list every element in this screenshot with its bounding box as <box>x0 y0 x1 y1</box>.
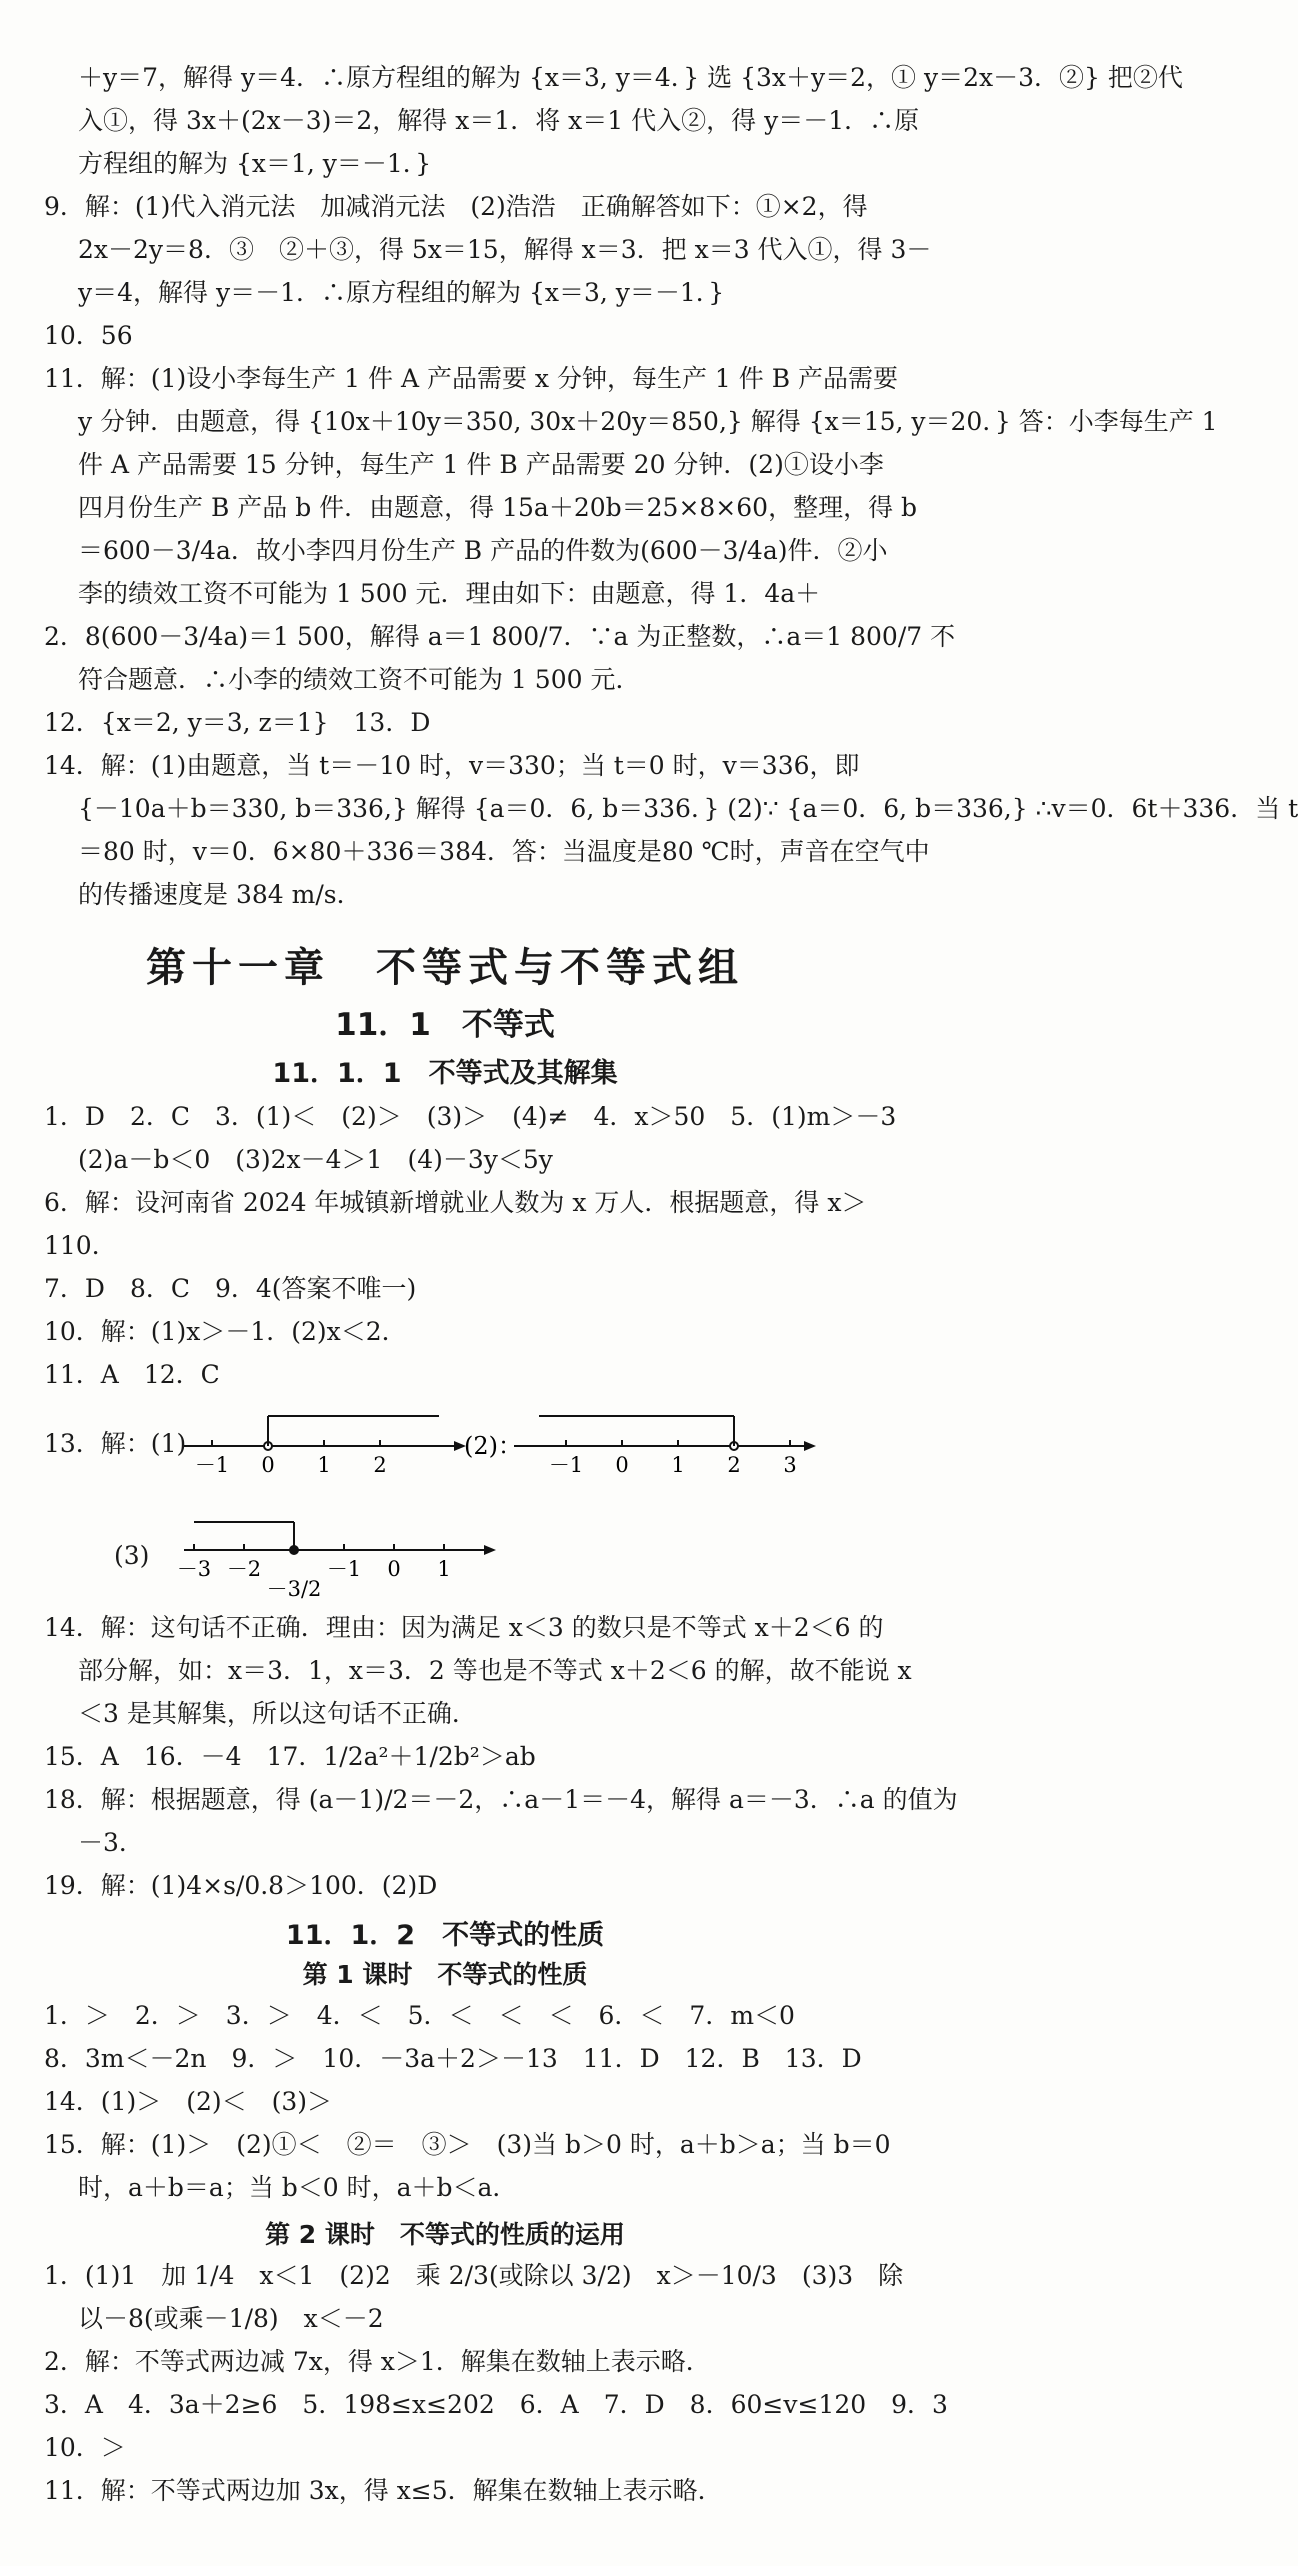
answers-11-1-1 <box>44 1095 897 1396</box>
tick-label: －1 <box>548 1453 584 1478</box>
answer-line: ＝80 时，v＝0．6×80＋336＝384．答：当温度是80 ℃时，声音在空气中 <box>78 837 930 866</box>
answer-line: 方程组的解为 {x＝1, y＝－1．} <box>78 149 432 178</box>
tick-label: 1 <box>437 1557 451 1582</box>
answer-line: 10．＞ <box>44 2432 126 2462</box>
tick-label: －2 <box>226 1557 262 1582</box>
section-11-1-heading: 11．1 不等式 <box>335 1007 555 1043</box>
lesson-1-heading: 第 1 课时 不等式的性质 <box>302 1959 588 1989</box>
answer-line: 入①，得 3x＋(2x－3)＝2，解得 x＝1．将 x＝1 代入②，得 y＝－1．∴原 <box>78 106 920 135</box>
answers-chapter-10-tail <box>44 56 1298 916</box>
answer-line: 14．解：(1)由题意，当 t＝－10 时，v＝330；当 t＝0 时，v＝336，即 <box>44 751 860 780</box>
number-line-row-1 <box>44 1408 846 1478</box>
answer-line: ＝600－3/4a．故小李四月份生产 B 产品的件数为(600－3/4a)件．②小 <box>78 536 888 565</box>
tick-label: 2 <box>373 1453 387 1478</box>
answers-11-1-1-cont <box>44 1606 958 1907</box>
answer-line: 部分解，如：x＝3．1，x＝3．2 等也是不等式 x＋2＜6 的解，故不能说 x <box>78 1656 912 1686</box>
number-line-row-2 <box>44 1520 846 1602</box>
answer-line: 6．解：设河南省 2024 年城镇新增就业人数为 x 万人．根据题意，得 x＞ <box>44 1188 867 1218</box>
answer-line: 3．A 4．3a＋2≥6 5．198≤x≤202 6．A 7．D 8．60≤v≤120 9．3 <box>44 2389 948 2419</box>
answer-line: 李的绩效工资不可能为 1 500 元．理由如下：由题意，得 1．4a＋ <box>78 579 821 608</box>
axis-2-arrow <box>804 1441 816 1451</box>
answer-line: 7．D 8．C 9．4(答案不唯一) <box>44 1274 417 1304</box>
tick-label: 3 <box>783 1453 797 1478</box>
tick-label: －3/2 <box>266 1577 322 1602</box>
answer-line: 11．A 12．C <box>44 1360 220 1390</box>
answer-line: 2．8(600－3/4a)＝1 500，解得 a＝1 800/7．∵a 为正整数，∴a＝1 800/7 不 <box>44 622 956 651</box>
tick-label: 0 <box>261 1453 275 1478</box>
q13-label: 13．解：(1) <box>44 1429 187 1459</box>
answer-line: y＝4，解得 y＝－1．∴原方程组的解为 {x＝3, y＝－1．} <box>78 278 725 307</box>
answer-line: 10．解：(1)x＞－1．(2)x＜2． <box>44 1317 407 1347</box>
section-11-1-2-heading: 11．1．2 不等式的性质 <box>285 1920 605 1952</box>
chapter-title: 第十一章 不等式与不等式组 <box>146 945 744 991</box>
number-line-3-svg <box>44 1520 544 1600</box>
answer-line: 符合题意．∴小李的绩效工资不可能为 1 500 元． <box>78 665 641 694</box>
tick-label: 0 <box>615 1453 629 1478</box>
answer-line: 14．(1)＞ (2)＜ (3)＞ <box>44 2086 333 2116</box>
answer-line: 18．解：根据题意，得 (a－1)/2＝－2，∴a－1＝－4，解得 a＝－3．∴a 的值为 <box>44 1785 958 1815</box>
answer-line: 12．{x＝2, y＝3, z＝1} 13．D <box>44 708 431 737</box>
answers-lesson-2 <box>44 2254 948 2512</box>
answer-line: 1．＞ 2．＞ 3．＞ 4．＜ 5．＜ ＜ ＜ 6．＜ 7．m＜0 <box>44 2000 795 2030</box>
answer-line: 10．56 <box>44 321 133 350</box>
answer-line: 时，a＋b＝a；当 b＜0 时，a＋b＜a． <box>78 2172 518 2202</box>
tick-label: 1 <box>671 1453 685 1478</box>
answer-line: 2x－2y＝8．③ ②＋③，得 5x＝15，解得 x＝3．把 x＝3 代入①，得 3－ <box>78 235 932 264</box>
tick-label: －1 <box>194 1453 230 1478</box>
answer-line: 14．解：这句话不正确．理由：因为满足 x＜3 的数只是不等式 x＋2＜6 的 <box>44 1613 884 1643</box>
answer-line: 11．解：(1)设小李每生产 1 件 A 产品需要 x 分钟，每生产 1 件 B 产品需要 <box>44 364 899 393</box>
answer-line: 1．(1)1 加 1/4 x＜1 (2)2 乘 2/3(或除以 3/2) x＞－10/3 (3)3 除 <box>44 2260 904 2290</box>
answer-line: 的传播速度是 384 m/s． <box>78 880 362 909</box>
answer-line: ＜3 是其解集，所以这句话不正确． <box>78 1699 477 1729</box>
answer-line: ＋y＝7，解得 y＝4．∴原方程组的解为 {x＝3, y＝4．} 选 {3x＋y＝2，① y＝2x－3．②} 把②代 <box>78 63 1183 92</box>
answer-line: 11．解：不等式两边加 3x，得 x≤5．解集在数轴上表示略． <box>44 2475 723 2505</box>
answer-line: 1．D 2．C 3．(1)＜ (2)＞ (3)＞ (4)≠ 4．x＞50 5．(1)m＞－3 <box>44 1102 897 1132</box>
answers-lesson-1 <box>44 1994 891 2209</box>
answer-line: －3． <box>78 1828 144 1858</box>
number-lines-svg <box>44 1408 844 1478</box>
answer-line: 15．A 16．－4 17．1/2a²＋1/2b²＞ab <box>44 1742 536 1772</box>
q13-label-2: (2)： <box>464 1432 522 1461</box>
answer-line: 110． <box>44 1231 117 1261</box>
tick-label: －1 <box>326 1557 362 1582</box>
answer-line: 9．解：(1)代入消元法 加减消元法 (2)浩浩 正确解答如下：①×2，得 <box>44 192 868 221</box>
answer-line: 2．解：不等式两边减 7x，得 x＞1．解集在数轴上表示略． <box>44 2346 711 2376</box>
tick-label: －3 <box>176 1557 212 1582</box>
q13-label-3: (3) <box>114 1541 150 1571</box>
answer-line: 19．解：(1)4×s/0.8＞100．(2)D <box>44 1871 438 1901</box>
answer-line: 15．解：(1)＞ (2)①＜ ②＝ ③＞ (3)当 b＞0 时，a＋b＞a；当 b＝0 <box>44 2129 891 2159</box>
answer-line: 8．3m＜－2n 9．＞ 10．－3a＋2＞－13 11．D 12．B 13．D <box>44 2043 862 2073</box>
tick-label: 1 <box>317 1453 331 1478</box>
tick-label: 0 <box>387 1557 401 1582</box>
answer-line: y 分钟．由题意，得 {10x＋10y＝350, 30x＋20y＝850,} 解得 {x＝15, y＝20．} 答：小李每生产 1 <box>78 407 1218 436</box>
answer-line: 以－8(或乘－1/8) x＜－2 <box>78 2303 384 2333</box>
answer-line: 四月份生产 B 产品 b 件．由题意，得 15a＋20b＝25×8×60，整理，得 b <box>78 493 918 522</box>
answer-line: (2)a－b＜0 (3)2x－4＞1 (4)－3y＜5y <box>78 1145 553 1175</box>
section-11-1-1-heading: 11．1．1 不等式及其解集 <box>272 1058 618 1090</box>
lesson-2-heading: 第 2 课时 不等式的性质的运用 <box>265 2219 625 2249</box>
tick-label: 2 <box>727 1453 741 1478</box>
axis-3-arrow <box>484 1545 496 1555</box>
answer-line: 件 A 产品需要 15 分钟，每生产 1 件 B 产品需要 20 分钟．(2)①设小李 <box>78 450 884 479</box>
answer-line: {－10a＋b＝330, b＝336,} 解得 {a＝0．6, b＝336．} (2)∵ {a＝0．6, b＝336,} ∴v＝0．6t＋336．当 t <box>78 794 1298 823</box>
